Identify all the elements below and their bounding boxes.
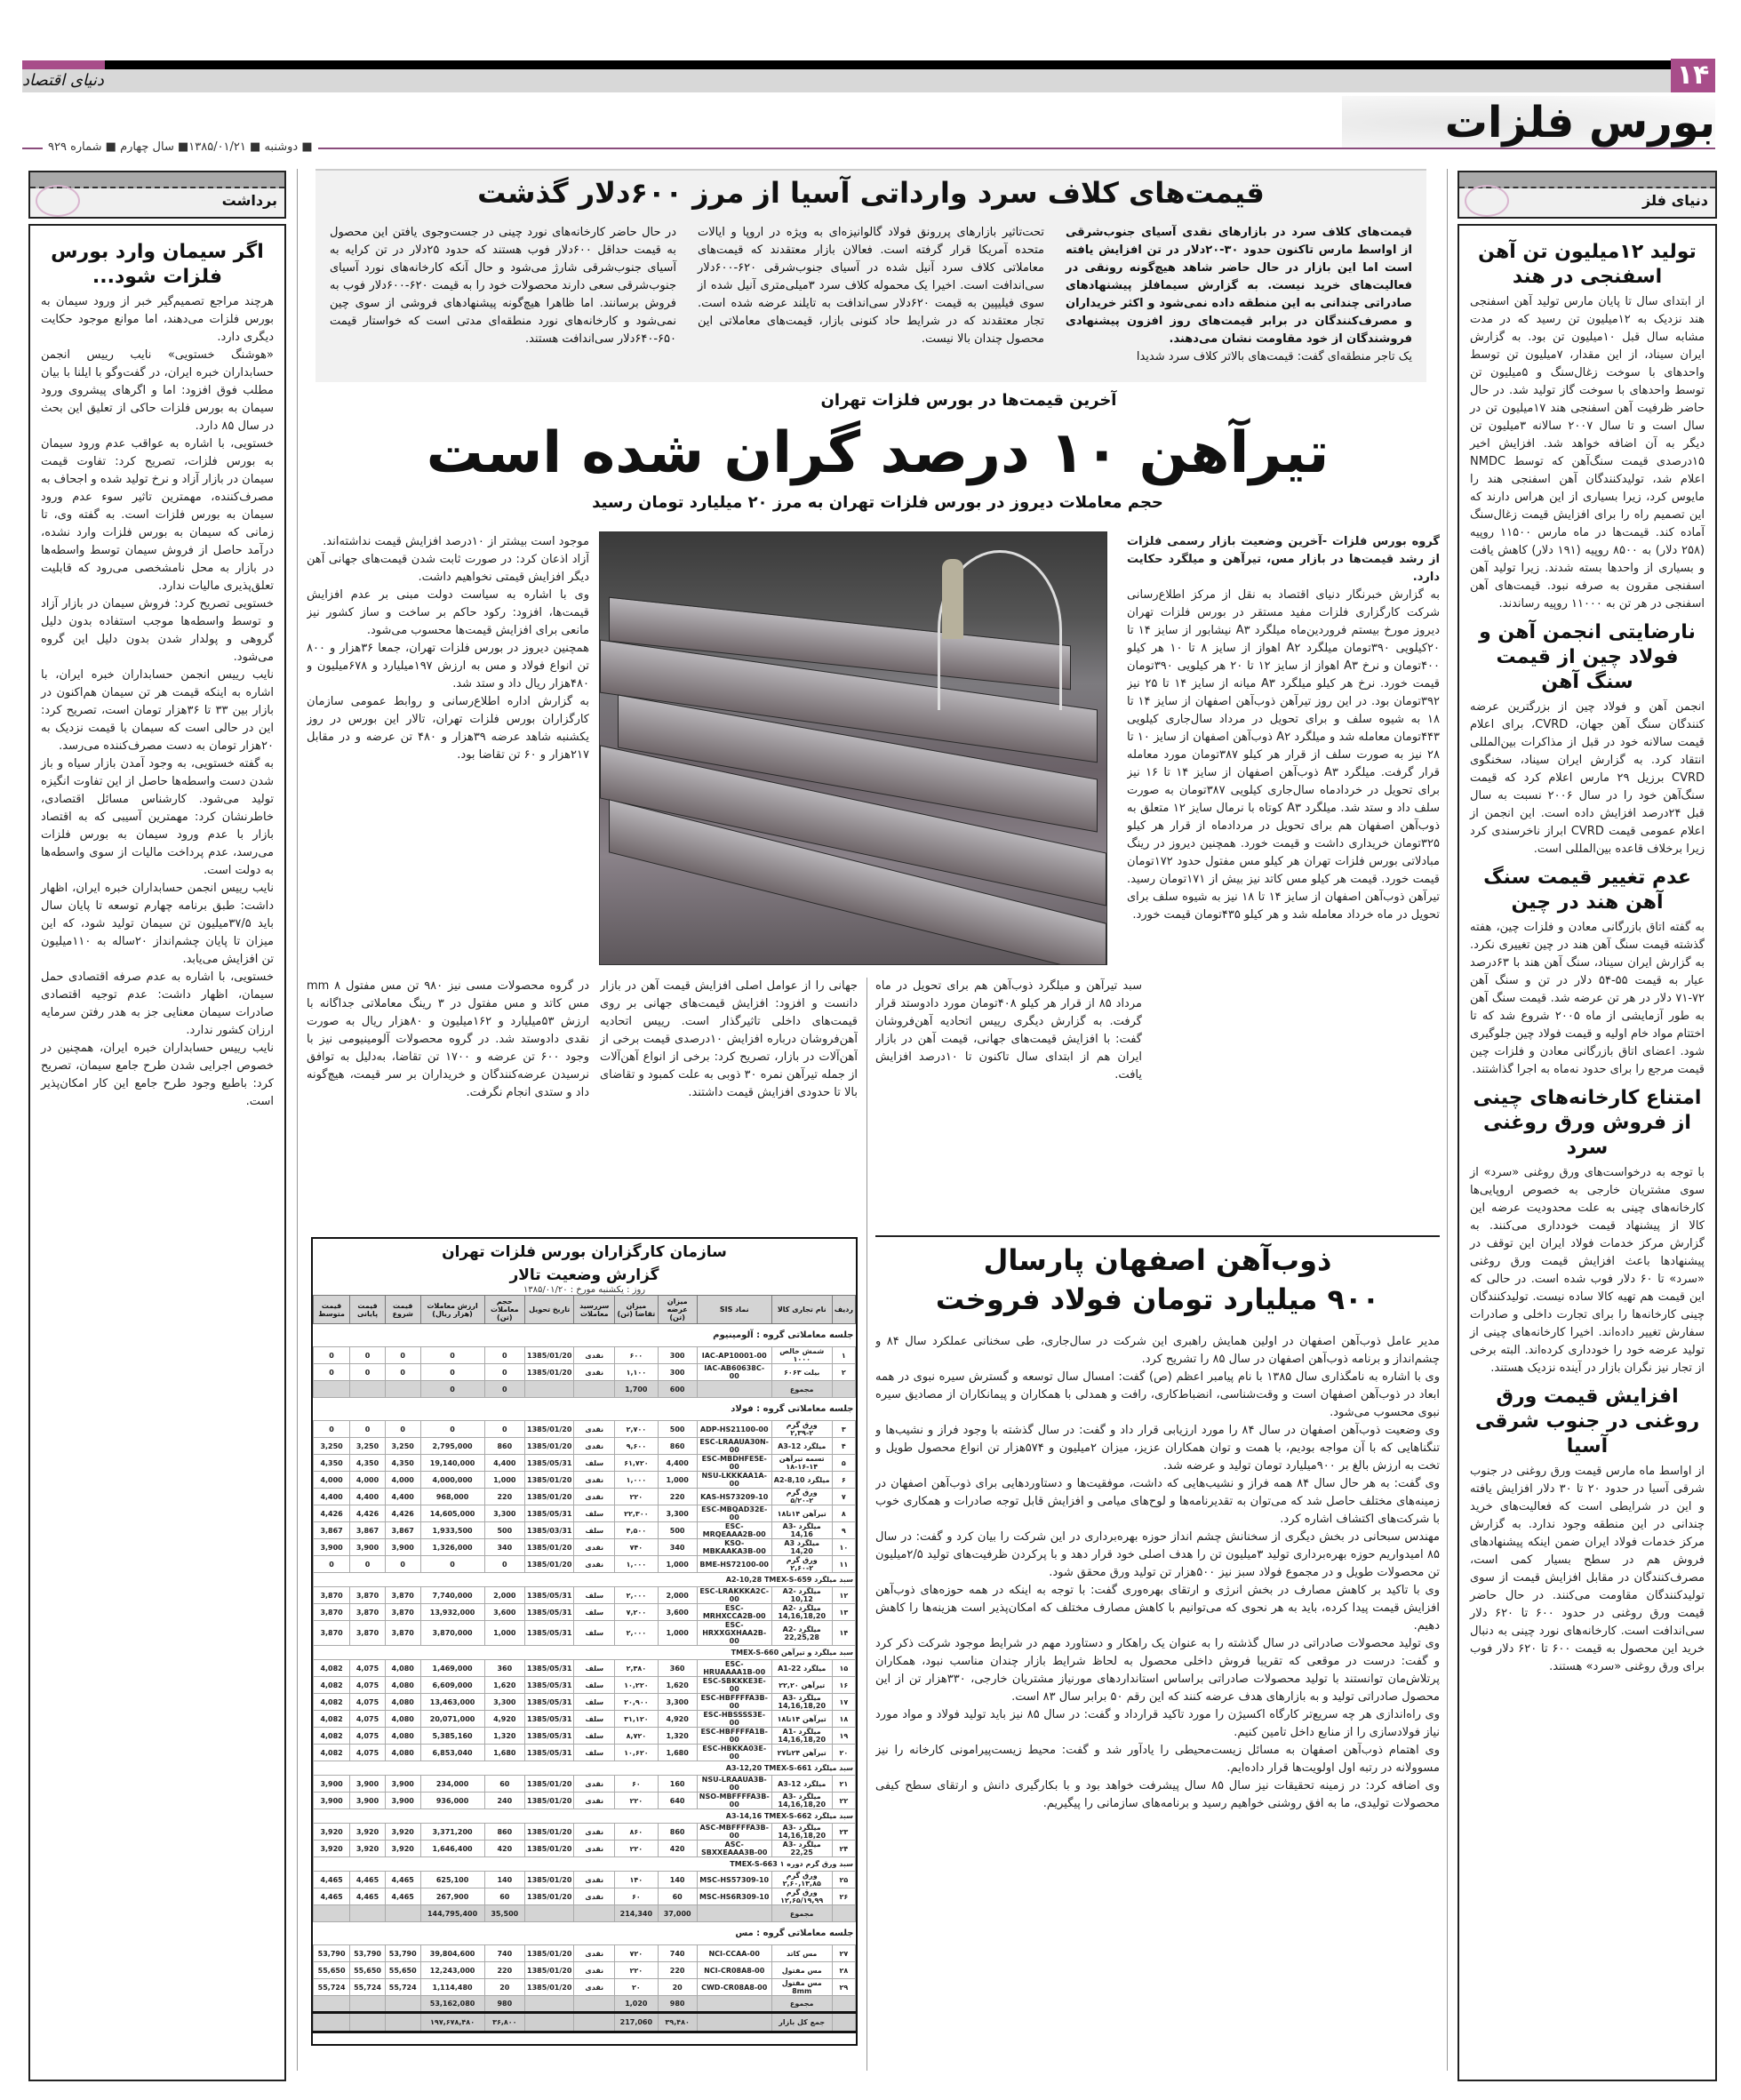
table-row: ۱۶ تیرآهن ۲۲,۲۰ ESC-SBKKKE3E-00 1,620 ۱۰,۲۲۰ سلف 1385/05/31 1,620 6,609,000 4,080 4,075 4,082: [314, 1677, 856, 1694]
column-header: نماد SIS: [697, 1296, 771, 1324]
group-row: جلسه معاملاتی گروه : مس: [314, 1922, 856, 1945]
table-row: ۱۹ میلگرد A1-14,16,18,20 ESC-HBFFFFA1B-00 1,320 ۸,۷۲۰ سلف 1385/05/31 1,320 5,385,160 4,080 4,075 4,082: [314, 1728, 856, 1745]
top-story-lead-tail: یک تاجر منطقه‌ای گفت: قیمت‌های بالاتر کلاف سرد شدیدا: [1136, 350, 1412, 363]
column-rule: [297, 169, 298, 2071]
report-title: گزارش وضعیت تالار: [509, 1266, 659, 1284]
paragraph: نایب رییس انجمن حسابداران خبره ایران، با اشاره به اینکه قیمت هر تن سیمان هم‌اکنون در بازار بین ۳۳ تا ۳۶هزار تومان است، تصریح کرد: این در حالی است که سیمان با قیمت نزدیک به ۲۰هزار تومان به دست مصرف‌کننده می‌رسد.: [41, 668, 274, 753]
table-row: ۷ ورق گرم ۲-۵/۲۰ KAS-HS73209-10 220 ۲۲۰ نقدی 1385/01/20 220 968,000 4,400 4,400 4,400: [314, 1489, 856, 1505]
table-row: ۱۸ تیرآهن ۱۴تا۱۸ ESC-HBSSSS3E-00 4,920 ۳۱,۱۲۰ سلف 1385/05/31 4,920 20,071,000 4,080 4,075 4,082: [314, 1711, 856, 1728]
report-grid: [313, 1295, 856, 2033]
paragraph: وی با اشاره به سیاست دولت مبنی بر عدم افزایش قیمت‌ها، افزود: رکود حاکم بر ساخت و ساز کشور نیز مانعی برای افزایش قیمت‌ها محسوب می‌شود.: [307, 588, 589, 637]
steel-beams-photo: [599, 531, 1107, 965]
paragraph: وی وضعیت ذوب‌آهن اصفهان در سال ۸۴ را مورد ارزیابی قرار داد و گفت: در سال گذشته با وجود فراز و نشیب‌ها و تنگناهایی که با آن مواجه بودیم، با همت و توان همکاران عزیز، میزان ۲میلیون و ۵۷۴هزار تن انواع محصول طویل و تخت به ارزش بالغ بر ۹۰۰میلیارد تومان تولید و عرضه شد.: [875, 1424, 1440, 1473]
table-row: ۸ تیرآهن ۱۴تا۱۸ ESC-MBQAD32E-00 3,300 ۲۲,۳۰۰ سلف 1385/05/31 3,300 14,605,000 4,426 4,426 4,426: [314, 1505, 856, 1522]
table-row: ۱۰ میلگرد A3 14,20 KSO-MBKAAKA3B-00 340 ۷۴۰ نقدی 1385/01/20 340 1,326,000 3,900 3,900 3,900: [314, 1539, 856, 1556]
table-row: ۲۸ مس مفتول NCI-CR08A8-00 220 ۲۲۰ نقدی 1385/01/20 220 12,243,000 55,650 55,650 55,650: [314, 1962, 856, 1979]
column-header: ردیف: [832, 1296, 855, 1324]
main-story-bottom-column: سبد تیرآهن و میلگرد ذوب‌آهن هم برای تحویل در ماه مرداد ۸۵ از قرار هر کیلو ۴۰۸تومان مورد دادوستد قرار گرفت. به گزارش دیگری رییس اتحادیه آهن‌فروشان گفت: با افزایش قیمت‌های جهانی، قیمت آهن در بازار ایران هم از ابتدای سال تاکنون تا ۱۰درصد افزایش یافت.: [875, 979, 1142, 1082]
paragraph: به گفته خستویی، به وجود آمدن بازار سیاه و باز شدن دست واسطه‌ها حاصل از این تفاوت انگیزه تولید می‌شود. کارشناس مسائل اقتصادی، خاطرنشان کرد: مهمترین آسیبی که به اقتصاد بازار با عدم ورود سیمان به بورس فلزات می‌رسد، عدم پرداخت مالیات از سوی واسطه‌ها به دولت است.: [41, 757, 274, 877]
column-header: میزان تقاضا (تن): [615, 1296, 658, 1324]
zob-ahan-headline: [875, 1241, 1440, 1319]
table-row: ۱۳ میلگرد A2-14,16,18,20 ESC-MRHXCCA2B-00 3,600 ۷,۲۰۰ سلف 1385/05/31 3,600 13,932,000 3,870 3,870 3,870: [314, 1604, 856, 1621]
left-column-body: [28, 224, 286, 2081]
report-org: سازمان کارگزاران بورس فلزات تهران: [442, 1243, 727, 1261]
news-body: با توجه به درخواست‌های ورق روغنی «سرد» از سوی مشتریان خارجی به خصوص اروپایی‌ها کارخانه‌های چینی به علت محدودیت عرضه این کالا از پیشنهاد قیمت خودداری می‌کنند. به گزارش مرکز خدمات فولاد ایران این توقف در پیشنهادها باعث افزایش قیمت ورق روغنی «سرد» تا ۶۰ دلار فوب شده است. در حالی که این قیمت هم تهیه کالا ساده نیست. تولیدکنندگان چینی کارخانه‌ها را برای تجارت داخلی و صادرات سفارش تغییر داده‌اند. اخیرا کارخانه‌های چینی از تولید عرضه خود را خودداری کرده‌اند. البته برخی از تجار نیز نگران بازار در آینده نزدیک هستند.: [1470, 1166, 1705, 1375]
paragraph: مهندس سبحانی در بخش دیگری از سخنانش چشم انداز حوزه بهره‌برداری در این شرکت را بیان کرد و گفت: در سال ۸۵ امیدواریم حوزه بهره‌برداری تولید ۳میلیون تن را هدف اصلی خود قرار دهد و با پرکردن ظرفیت‌های تولید ۲/۵میلیون تن محصولات طویل و در مجموع فولاد سبز نیز ۵۰۰هزار تن تولید ورق محقق شود.: [875, 1530, 1440, 1579]
news-headline: افزایش قیمت ورق روغنی در جنوب شرقی آسیا: [1474, 1385, 1700, 1457]
right-column-label: دنیای فلز: [1642, 192, 1708, 209]
masthead-grey-band: [22, 69, 1671, 92]
globe-icon: [36, 185, 80, 217]
left-column-header: [28, 171, 286, 219]
news-body: انجمن آهن و فولاد چین از بزرگترین عرضه کنندگان سنگ آهن جهان، CVRD، برای اعلام قیمت سالانه خود در قبل از مذاکرات بین‌المللی انتقاد کرد. به گزارش ایران سیناد، سخنگوی CVRD برزیل ۲۹ مارس اعلام کرد که قیمت سنگ‌آهن خود را در سال ۲۰۰۶ نسبت به سال قبل ۲۴درصد افزایش داده است. این انجمن از اعلام عمومی قیمت CVRD ابراز ناخرسندی کرد زیرا برخلاف قاعده بین‌المللی است.: [1470, 700, 1705, 856]
table-row: ۶ میلگرد A2-8,10 NSU-LKKKAA1A-00 1,000 ۱,۰۰۰ نقدی 1385/01/20 1,000 4,000,000 4,000 4,000 4,000: [314, 1472, 856, 1489]
market-report-table: [311, 1237, 858, 2046]
top-story-column: در حال حاضر کارخانه‌های نورد چینی در جست‌وجوی یافتن این محصول به قیمت حداقل ۶۰۰دلار فوب هستند که حدود ۲۵دلار در تن کرایه به آسیای جنوب‌شرقی شارژ می‌شود و حال آنکه کارخانه‌های نورد آسیای جنوب‌شرقی سعی دارند محصولات خود را به قیمت ۶۲۰-۶۰۰دلار فوب به فروش برسانند. اما ظاهرا هیچ‌گونه پیشنهادهای فروشی از سوی چین نمی‌شود و کارخانه‌های نورد منطقه‌ای مدتی است که خواستار قیمت ۶۵۰-۶۴۰دلار سی‌اندافت هستند.: [330, 226, 676, 346]
news-body: به گفته اتاق بازرگانی معادن و فلزات چین، هفته گذشته قیمت سنگ آهن هند در چین تغییری نکرد. به گزارش ایران سیناد، سنگ آهن هند با ۶۳درصد عیار به قیمت ۵۵-۵۴ دلار در تن و سنگ آهن ۷۲-۷۱ دلار در هر تن عرضه شد. قیمت سنگ آهن به طور آزمایشی از ماه ۲۰۰۵ شروع شد که تا اختتام مواد خام اولیه و قیمت فولاد چین جلوگیری شود. اعضای اتاق بازرگانی معادن و فلزات چین قیمت مرجع را برای حدود نه‌ماه به اجرا گذاشتند.: [1470, 921, 1705, 1076]
table-row: ۱۴ میلگرد A2-22,25,28 ESC-HRXXGXHAA2B-00 1,000 ۲,۰۰۰ سلف 1385/05/31 1,000 3,870,000 3,870 3,870 3,870: [314, 1621, 856, 1646]
main-story-lead: گروه بورس فلزات -آخرین وضعیت بازار رسمی فلزات از رشد قیمت‌ها در بازار مس، تیرآهن و میلگرد حکایت دارد.: [1127, 535, 1440, 584]
table-row: ۲۴ میلگرد A3-22,25 ASC-SBXXEAAA3B-00 420 ۲۲۰ نقدی 1385/01/20 420 1,646,400 3,920 3,920 3,920: [314, 1840, 856, 1857]
table-row: ۱۲ میلگرد A2-10,12 ESC-LRAKKKA2C-00 2,000 ۲,۰۰۰ سلف 1385/05/31 2,000 7,740,000 3,870 3,870 3,870: [314, 1587, 856, 1604]
top-story-box: [315, 169, 1426, 382]
table-row: ۲۱ میلگرد A3-12 NSU-LRAAUA3B-00 160 ۶۰ نقدی 1385/01/20 60 234,000 3,900 3,900 3,900: [314, 1776, 856, 1793]
main-story-subhead: حجم معاملات دیروز در بورس فلزات تهران به مرز ۲۰ میلیارد تومان رسید: [592, 493, 1163, 512]
main-story-right-column: [1127, 533, 1440, 1226]
paper-logo: دنیای اقتصاد: [22, 71, 104, 90]
news-headline: امتناع کارخانه‌های چینی از فروش ورق روغنی سرد: [1473, 1087, 1702, 1159]
section-title: بورس فلزات: [1342, 96, 1715, 149]
table-row: ۴ میلگرد A3-12 ESC-LRAAUA30N-00 860 ۹,۶۰۰ نقدی 1385/01/20 860 2,795,000 3,250 3,250 3,250: [314, 1438, 856, 1455]
basket-row: سبد میلگرد A2-10,28 TMEX-S-659: [314, 1573, 856, 1587]
headline-line: ذوب‌آهن اصفهان پارسال: [983, 1243, 1332, 1277]
table-row: ۱۱ ورق گرم ۲-۲,۶۰ BME-HS72100-00 1,000 ۱,۰۰۰ نقدی 1385/01/20 0 0 0 0 0: [314, 1556, 856, 1573]
table-row: ۵ تسمه تیرآهن ۱۴-۱۶-۱۸ ESC-MBDHFE5E-00 4,400 ۶۱,۷۲۰ سلف 1385/05/31 4,400 19,140,000 4,350 4,350 4,350: [314, 1455, 856, 1472]
top-story-headline: قیمت‌های کلاف سرد وارداتی آسیا از مرز ۶۰۰دلار گذشت: [477, 176, 1265, 210]
main-story-headline: تیرآهن ۱۰ درصد گران شده است: [426, 420, 1330, 486]
sum-row: مجموع 600 1,700 0 0: [314, 1381, 856, 1398]
paragraph: هرچند مراجع تصمیم‌گیر خبر از ورود سیمان به بورس فلزات می‌دهند، اما موانع موجود حکایت دیگری دارد.: [41, 295, 274, 344]
masthead-black-bar: [105, 60, 1671, 69]
paragraph: خستویی تصریح کرد: فروش سیمان در بازار آزاد و توسط واسطه‌ها موجب استفاده بدون دلیل گروهی و پولدار شدن بدون دلیل این گروه می‌شود.: [41, 597, 274, 664]
paragraph: مدیر عامل ذوب‌آهن اصفهان در اولین همایش راهبری این شرکت در سال‌جاری، طی سخنانی عملکرد سال ۸۴ و چشم‌انداز و برنامه ذوب‌آهن اصفهان در سال ۸۵ را تشریح کرد.: [875, 1335, 1440, 1366]
right-column: [1457, 171, 1717, 2081]
paragraph: وی اهتمام ذوب‌آهن اصفهان به مسائل زیست‌محیطی را یادآور شد و گفت: محیط زیست‌پیرامونی کارخانه را نیز مسوولانه در رتبه اول اولویت‌ها قرار داده‌ایم.: [875, 1744, 1440, 1775]
paragraph: نایب رییس انجمن حسابداران خبره ایران، اظهار داشت: طبق برنامه چهارم توسعه تا پایان سال باید ۳۷/۵میلیون تن سیمان تولید شود، که این میزان تا پایان چشم‌انداز ۲۰ساله به ۱۱۰میلیون تن افزایش می‌یابد.: [41, 882, 275, 966]
date-line: ■ دوشنبه ■ ۱۳۸۵/۰۱/۲۱■ سال چهارم ■ شماره ۹۲۹: [43, 140, 318, 154]
column-header: قیمت پایانی: [350, 1296, 386, 1324]
main-story-kicker: آخرین قیمت‌ها در بورس فلزات تهران: [820, 391, 1117, 410]
headline-line: ۹۰۰ میلیارد تومان فولاد فروخت: [935, 1282, 1380, 1316]
news-body: از اواسط ماه مارس قیمت ورق روغنی در جنوب شرقی آسیا در حدود ۲۰ تا ۳۰ دلار افزایش یافته و این در شرایطی است که فعالیت‌های خرید چندانی در این منطقه وجود ندارد. به گزارش مرکز خدمات فولاد ایران ضمن اینکه پیشنهادهای فروش هم در سطح بسیار کمی است، مصرف‌کنندگان در مقابل افزایش قیمت از سوی تولیدکنندگان مقاومت می‌کنند. در حال حاضر قیمت ورق روغنی در حدود ۶۰۰ تا ۶۲۰ دلار سی‌اندافت است. کارخانه‌های نورد چینی به دنبال خرید این محصول به قیمت ۶۰۰ تا ۶۲۰ دلار فوب برای ورق روغنی «سرد» هستند.: [1470, 1465, 1705, 1673]
zob-ahan-body: [875, 1333, 1440, 2062]
table-row: ۲ بیلت ۶۰۶۳ IAC-AB60638C-00 300 ۱,۱۰۰ نقدی 1385/01/20 0 0 0 0 0: [314, 1364, 856, 1381]
masthead-accent-bar: [22, 60, 106, 69]
page-number: ۱۴: [1671, 59, 1715, 92]
grand-row: جمع کل بازار ۳۹,۴۸۰ 217,060 ۳۶,۸۰۰ ۱۹۷,۶۷۸,۴۸۰: [314, 2013, 856, 2032]
story-divider: [875, 1235, 1440, 1237]
left-column-headline: اگر سیمان وارد بورس فلزات شود...: [51, 241, 264, 288]
sum-row: مجموع 980 1,020 980 53,162,080: [314, 1996, 856, 2013]
column-rule: [1447, 169, 1448, 2071]
group-row: جلسه معاملاتی گروه : فولاد: [314, 1398, 856, 1421]
column-header: تاریخ تحویل: [525, 1296, 574, 1324]
table-row: ۳ ورق گرم ۲-۲,۳۹ ADP-HS21100-00 500 ۲,۷۰۰ نقدی 1385/01/20 0 0 0 0 0: [314, 1421, 856, 1438]
left-column-label: برداشت: [221, 192, 277, 209]
paragraph: به گزارش اداره اطلاع‌رسانی و روابط عمومی سازمان کارگزاران بورس فلزات تهران، تالار این بورس در روز یکشنبه شاهد عرضه ۳۹هزار و ۴۸۰ تن عرضه و در مقابل ۲۱۷هزار و ۶۰ تن تقاضا بود.: [307, 695, 589, 762]
paragraph: نایب رییس حسابداران خبره ایران، همچنین در خصوص اجرایی شدن طرح جامع سیمان، تصریح کرد: باطبع وجود طرح جامع این کار امکان‌پذیر است.: [41, 1042, 274, 1108]
basket-row: سبد میلگرد و تیرآهن TMEX-S-660: [314, 1646, 856, 1660]
paragraph: خستویی، با اشاره به عدم صرفه اقتصادی حمل سیمان، اظهار داشت: عدم توجیه اقتصادی صادرات سیمان معنایی جز به هدر رفتن سرمایه ارزان کشور ندارد.: [41, 970, 274, 1037]
main-story-body: به گزارش خبرنگار دنیای اقتصاد به نقل از مرکز اطلاع‌رسانی شرکت کارگزاری فلزات مفید مستقر در بورس فلزات تهران دیروز مورخ بیستم فروردین‌ماه میلگرد A۳ نیشابور از سایز ۱۴ تا ۲۰کیلویی ۳۹۰تومان میلگرد A۲ اهواز از سایز ۸ تا ۱۰ هر کیلو ۴۰۰تومان و نرخ A۳ اهواز از سایز ۱۲ تا ۲۰ هر کیلویی ۳۹۰تومان قیمت خورد. نرخ هر کیلو میلگرد A۳ میانه از سایز ۱۴ تا ۲۵ نیز ۳۹۲تومان بود. در این روز تیرآهن ذوب‌آهن اصفهان از سایز ۱۴ تا ۱۸ به شیوه سلف و برای تحویل در مرداد سال‌جاری کیلویی ۴۴۳تومان معامله شد و میلگرد A۲ ذوب‌آهن اصفهان از سایز ۱۰ تا ۲۸ نیز به صورت سلف از قرار هر کیلو ۳۸۷تومان مورد معامله قرار گرفت. میلگرد A۳ ذوب‌آهن اصفهان از سایز ۱۴ تا ۱۶ نیز برای تحویل در خردادماه سال‌جاری کیلویی ۳۸۷تومان به صورت سلف داد و ستد شد. میلگرد A۳ کوتاه با نرمال سایز ۱۲ متعلق به ذوب‌آهن اصفهان هم برای تحویل در مردادماه از قرار هر کیلو ۳۲۵تومان خریداری داشت و قیمت خورد. همچنین دیروز در رینگ مبادلاتی بورس فلزات تهران هر کیلو مس مفتول حدود ۱۷۲تومان قیمت خورد. قیمت هر کیلو مس کاتد نیز بیش از ۱۷۱تومان رسید. تیرآهن ذوب‌آهن اصفهان از سایز ۱۴ تا ۱۸ نیز به شیوه سلف برای تحویل در ماه خرداد معامله شد و هر کیلو ۴۳۵تومان قیمت خورد.: [1127, 588, 1440, 922]
table-row: ۲۶ ورق گرم ۱۲,۶۵/۱۹,۹۹ MSC-HS6R309-10 60 ۶۰ نقدی 1385/01/20 60 267,900 4,465 4,465 4,465: [314, 1888, 856, 1905]
basket-row: سبد میلگرد A3-12,20 TMEX-S-661: [314, 1761, 856, 1776]
column-header: قیمت شروع: [385, 1296, 420, 1324]
column-header: ارزش معاملات (هزار ریال): [420, 1296, 484, 1324]
table-row: ۹ میلگرد A3-14,16 ESC-MRQEAAA2B-00 500 ۴,۵۰۰ سلف 1385/03/31 500 1,933,500 3,867 3,867 3,867: [314, 1522, 856, 1539]
top-story-lead: قیمت‌های کلاف سرد در بازارهای نقدی آسیای جنوب‌شرقی از اواسط مارس تاکنون حدود ۳۰-۲۰دلار در تن افزایش یافته است اما این بازار در حال حاضر شاهد هیچ‌گونه رونقی در فعالیت‌های خرید نیست. به گزارش سیمافلز پیشنهادهای صادراتی چندانی به این منطقه داده نمی‌شود و اکثر خریداران و مصرف‌کنندگان در برابر قیمت‌های روز افزون پیشنهادی فروشندگان از خود مقاومت نشان می‌دهند.: [1066, 226, 1412, 346]
table-row: ۱۵ میلگرد A1-22 ESC-HRUAAAA1B-00 360 ۲,۳۸۰ سلف 1385/05/31 360 1,469,000 4,080 4,075 4,082: [314, 1660, 856, 1677]
paragraph: وی راه‌اندازی هر چه سریع‌تر کارگاه اکسیژن را مورد تاکید قرارداد و گفت: در سال ۸۵ نیز باید تولید فولاد و مواد مورد نیاز فولادسازی را از منابع داخل تامین کنیم.: [875, 1708, 1440, 1739]
table-row: ۲۳ میلگرد A3-14,16,18,20 ASC-MBFFFFA3B-00 860 ۸۶۰ نقدی 1385/01/20 860 3,371,200 3,920 3,920 3,920: [314, 1824, 856, 1840]
paragraph: خستویی، با اشاره به عواقب عدم ورود سیمان به بورس فلزات، تصریح کرد: تفاوت قیمت سیمان در بازار آزاد و نرخ تولید شده و اجحاف به مصرف‌کننده، مهمترین تاثیر سوء عدم ورود سیمان به بورس فلزات است. به گفته وی، تا زمانی که سیمان به بورس فلزات وارد نشده، درآمد حاصل از فروش سیمان توسط واسطه‌ها در بازار به محل نامشخصی می‌رود که قابلیت تعلق‌پذیری مالیات ندارد.: [41, 437, 274, 593]
table-row: ۱۷ میلگرد A3-14,16,18,20 ESC-HBFFFFA3B-00 3,300 ۲۰,۹۰۰ سلف 1385/05/31 3,300 13,463,000 4,080 4,075 4,082: [314, 1694, 856, 1711]
top-story-column: تحت‌تاثیر بازارهای پررونق فولاد گالوانیزه‌ای به ویژه در اروپا و ایالات متحده آمریکا قرار گرفته است. فعالان بازار معتقدند که قیمت‌های معاملاتی کلاف سرد آنیل شده در آسیای جنوب‌شرقی ۶۲۰-۶۰۰دلار سی‌اندافت است. اخیرا یک محموله کلاف سرد ۳میلی‌متری آنیل شده از سوی فیلیپین به قیمت ۶۲۰دلار سی‌اندافت به تایلند عرضه شده است. تجار معتقدند که در شرایط حاد کنونی بازار، قیمت‌های معاملاتی این محصول چندان بالا نیست.: [698, 226, 1045, 346]
sum-row: مجموع 37,000 214,340 35,500 144,795,400: [314, 1905, 856, 1922]
news-headline: نارضایتی انجمن آهن و فولاد چین از قیمت سنگ آهن: [1479, 621, 1696, 693]
column-header: حجم معاملات (تن): [484, 1296, 524, 1324]
left-column: [28, 171, 286, 2081]
paragraph: همچنین دیروز در بورس فلزات تهران، جمعا ۳۶هزار و ۸۰۰ تن انواع فولاد و مس به ارزش ۱۹۷میلیارد و ۶۷۸میلیون و ۴۸۰هزار ریال داد و ستد شد.: [307, 642, 589, 691]
column-header: میزان عرضه (تن): [658, 1296, 697, 1324]
right-column-header: [1457, 171, 1717, 219]
right-column-body: [1457, 224, 1717, 2081]
table-row: ۲۷ مس کاتد NCI-CCAA-00 740 ۷۲۰ نقدی 1385/01/20 740 39,804,600 53,790 53,790 53,790: [314, 1945, 856, 1962]
basket-row: سبد میلگرد A3-14,16 TMEX-S-662: [314, 1809, 856, 1824]
globe-icon: [1465, 185, 1509, 217]
basket-row: سبد ورق گرم دوره ۱ TMEX-S-663: [314, 1857, 856, 1872]
main-story-bottom-column: در گروه محصولات مسی نیز ۹۸۰ تن مس مفتول mm ۸ مس کاتد و مس مفتول در ۳ رینگ معاملاتی جداگانه با ارزش ۵۳میلیارد و ۱۶۲میلیون و ۸۰هزار ریال به صورت نقدی دادوستد شد. در گروه محصولات آلومینیومی نیز با وجود ۶۰۰ تن عرضه و ۱۷۰۰ تن تقاضا، به‌دلیل به توافق نرسیدن عرضه‌کنندگان و خریداران بر سر قیمت، هیچ‌گونه داد و ستدی انجام نگرفت.: [307, 979, 589, 1099]
paragraph: آزاد اذعان کرد: در صورت ثابت شدن قیمت‌های جهانی آهن دیگر افزایش قیمتی نخواهیم داشت.: [307, 553, 589, 584]
report-date: روز : یکشنبه مورخ : ۱۳۸۵/۰۱/۲۰: [523, 1285, 646, 1295]
table-row: ۱ شمش خالص ۱۰۰۰ IAC-AP10001-00 300 ۶۰۰ نقدی 1385/01/20 0 0 0 0 0: [314, 1347, 856, 1364]
column-header: قیمت متوسط: [314, 1296, 350, 1324]
column-header: سررسید معاملات: [574, 1296, 615, 1324]
column-header: نام تجاری کالا: [771, 1296, 832, 1324]
paragraph: موجود است بیشتر از ۱۰درصد افزایش قیمت نداشته‌اند.: [323, 535, 589, 548]
paragraph: وی با اشاره به نامگذاری سال ۱۳۸۵ با نام پیامبر اعظم (ص) گفت: امسال سال توسعه و گسترش سیره نبوی در همه ابعاد در ذوب‌آهن اصفهان است و وقت‌شناسی، انضباط‌کاری، رافت و همدلی با همکاران و پیمانکاران از مصادیق سیره نبوی محسوب می‌شود.: [875, 1370, 1440, 1419]
table-row: ۲۵ ورق گرم ۲,۶۰,۱۳,۸۵ MSC-HS57309-10 140 ۱۴۰ نقدی 1385/01/20 140 625,100 4,465 4,465 4,465: [314, 1872, 856, 1888]
paragraph: وی با تاکید بر کاهش مصارف در بخش انرژی و ارتقای بهره‌وری گفت: با توجه به اینکه در همه حوزه‌های ذوب‌آهن افزایش قیمت پیدا کرده، باید به هر نحوی که می‌توانیم با کاهش مصارف مختلف که امکان‌پذیر است هزینه‌ها را کاهش دهیم.: [875, 1584, 1440, 1633]
news-headline: عدم تغییر قیمت سنگ آهن هند در چین: [1483, 866, 1691, 914]
table-row: ۲۰ تیرآهن ۲۴تا۲۷ ESC-HBKKA03E-00 1,680 ۱۰,۶۲۰ سلف 1385/05/31 1,680 6,853,040 4,080 4,075 4,082: [314, 1745, 856, 1761]
paragraph: وی تولید محصولات صادراتی در سال گذشته را به عنوان یک راهکار و دستاورد مهم در شرایط موجود شرکت ذکر کرد و گفت: درست در موقعی که تقریبا فروش داخلی محصول به لحاظ شرایط بازار چندان مناسب نبود، همکاران پرتلاش‌مان توانستند با تولید محصولات صادراتی براساس استانداردهای مورنیاز مشتریان خارجی، ۳۳۰هزار تن از این محصول صادراتی تولید و به بازارهای هدف عرضه کنند که این رقم ۵۰ برابر سال ۸۳ است.: [875, 1637, 1440, 1704]
main-story-left-column: [307, 533, 589, 986]
paragraph: وی گفت: به هر حال سال ۸۴ همه فراز و نشیب‌هایی که داشت، موفقیت‌ها و دستاوردهایی برای ذوب‌آهن اصفهان در زمینه‌های مختلف حاصل شد که می‌توان به تقدیرنامه‌ها و لوح‌های میامی و افزایش قابل توجه صادرات و همکاری خوب با شرکت‌های اکتشاف اشاره کرد.: [875, 1477, 1440, 1526]
main-story-bottom-column: جهانی را از عوامل اصلی افزایش قیمت آهن در بازار دانست و افزود: افزایش قیمت‌های جهانی بر روی قیمت‌های داخلی تاثیرگذار است. رییس اتحادیه آهن‌فروشان درباره افزایش ۱۰درصدی قیمت برخی از آهن‌آلات در بازار، تصریح کرد: برخی از انواع آهن‌آلات از جمله تیرآهن نمره ۳۰ ذوبی به علت کمبود و تقاضای بالا تا حدودی افزایش قیمت داشتند.: [600, 979, 858, 1099]
news-headline: تولید ۱۲میلیون تن آهن اسفنجی در هند: [1478, 241, 1697, 288]
news-body: از ابتدای سال تا پایان مارس تولید آهن اسفنجی هند نزدیک به ۱۲میلیون تن رسید که در مدت مشابه سال قبل ۱۰میلیون تن بود. به گزارش ایران سیناد، از این مقدار، ۷میلیون تن توسط واحدهای با سوخت زغال‌سنگ و ۵میلیون تن توسط واحدهای با سوخت گاز تولید شد. در حال حاضر ظرفیت آهن اسفنجی هند ۱۷میلیون تن در سال است و تا سال ۲۰۰۷ سالانه ۳میلیون تن دیگر به آن اضافه خواهد شد. افزایش اخیر ۱۵درصدی قیمت سنگ‌آهن که توسط NMDC اعلام شد، تولیدکنندگان آهن اسفنجی هند را مایوس کرد، زیرا بسیاری از این هراس دارند که این تصمیم راه را برای افزایش قیمت زغال‌سنگ آماده کند. قیمت‌ها در ماه مارس ۱۱۵۰۰ روپیه (۲۵۸ دلار) به ۸۵۰۰ روپیه (۱۹۱ دلار) کاهش یافت و بسیاری از واحدها بسته شدند. زیرا تولید آهن اسفنجی مقرون به صرفه نبود. قیمت‌های آهن اسفنجی در هر تن به ۱۱۰۰۰ روپیه رساندند.: [1470, 295, 1705, 611]
paragraph: «هوشنگ خستویی» نایب رییس انجمن حسابداران خبره ایران، در گفت‌وگو با ایلنا با بیان مطلب فوق افزود: اما و اگرهای پیشروی ورود سیمان به بورس فلزات حاکی از تعلیق این بحث در سال ۸۵ دارد.: [41, 348, 274, 433]
group-row: جلسه معاملاتی گروه : آلومینیوم: [314, 1324, 856, 1347]
paragraph: وی اضافه کرد: در زمینه تحقیقات نیز سال ۸۵ سال پیشرفت خواهد بود و با بکارگیری دانش و ارتقای سطح کیفی محصولات تولیدی، ما به افق روشنی خواهیم رسید و برنامه‌های سازمانی را پیگیریم.: [875, 1779, 1440, 1810]
top-story-column: [1066, 224, 1412, 366]
table-row: ۲۲ میلگرد A3-14,16,18,20 NSO-MBFFFFA3B-00 640 ۲۲۰ نقدی 1385/01/20 240 936,000 3,900 3,900 3,900: [314, 1793, 856, 1809]
table-row: ۲۹ مس مفتول 8mm CWD-CR08A8-00 20 ۲۰ نقدی 1385/01/20 20 1,114,480 55,724 55,724 55,724: [314, 1979, 856, 1996]
